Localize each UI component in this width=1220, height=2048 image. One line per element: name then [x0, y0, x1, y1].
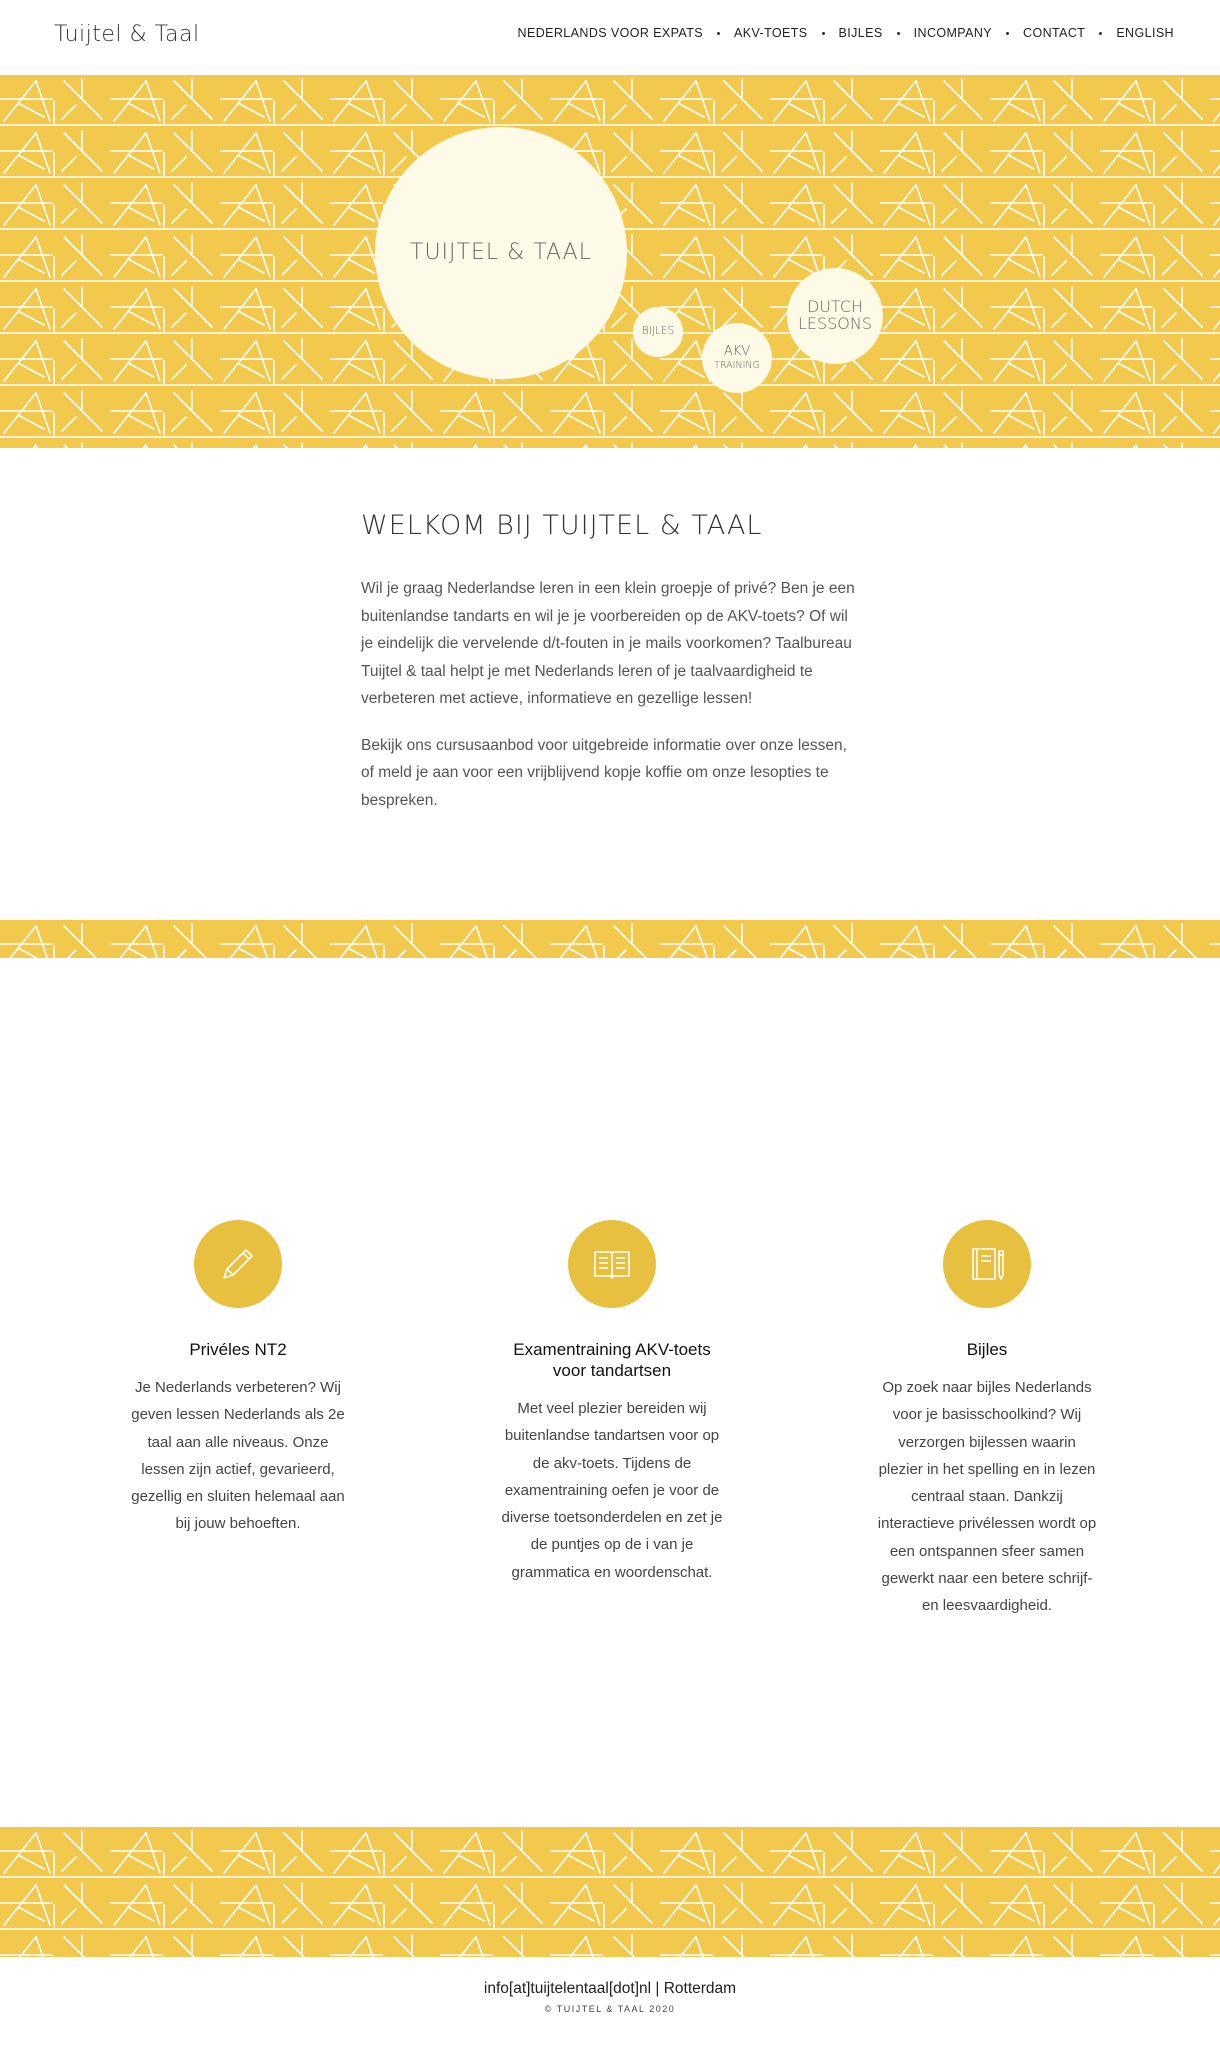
- nav-item-nederlands-voor-expats[interactable]: NEDERLANDS VOOR EXPATS: [517, 26, 704, 40]
- feature-examentraining: [497, 1220, 727, 1586]
- nav-separator-dot: [1099, 32, 1102, 35]
- nav-separator-dot: [717, 32, 720, 35]
- feature-bijles: [872, 1220, 1102, 1620]
- pattern-divider-strip: [0, 920, 1220, 958]
- nav-item-bijles[interactable]: BIJLES: [838, 26, 883, 40]
- strip-pattern: [0, 920, 1220, 958]
- feature-title: Examentraining AKV-toets voor tandartsen: [513, 1340, 711, 1380]
- feature-title: Privéles NT2: [189, 1340, 287, 1359]
- hero-bubble-dutch-sub: LESSONS: [797, 314, 873, 333]
- nav-item-akv-toets[interactable]: AKV-TOETS: [734, 26, 808, 40]
- main-nav: [518, 26, 1174, 40]
- nav-separator-dot: [822, 32, 825, 35]
- hero-bubble-akv-label: AKV: [723, 344, 751, 360]
- feature-title: Bijles: [966, 1340, 1008, 1359]
- welcome-paragraph-2: Bekijk ons cursusaanbod voor uitgebreide informatie over onze lessen, of meld je aan voor een vrijblijvend kopje koffie om onze lesopties te bespreken.: [361, 736, 847, 809]
- hero-main-circle: TUIJTEL & TAAL: [375, 127, 627, 379]
- hero-bubble-akv[interactable]: [702, 323, 772, 393]
- notebook-pencil-icon: [943, 1220, 1031, 1308]
- site-footer: [0, 1980, 1220, 2014]
- footer-pattern-band: [0, 1827, 1220, 1957]
- welcome-title: WELKOM BIJ TUIJTEL & TAAL: [361, 510, 763, 541]
- footer-copyright: © TUIJTEL & TAAL 2020: [544, 2004, 676, 2014]
- hero-bubble-bijles[interactable]: BIJLES: [633, 307, 683, 357]
- pencil-icon: [194, 1220, 282, 1308]
- hero-bubble-akv-sub: TRAINING: [714, 359, 760, 371]
- nav-item-contact[interactable]: CONTACT: [1023, 26, 1086, 40]
- footer-pattern: [0, 1827, 1220, 1957]
- nav-item-english[interactable]: ENGLISH: [1116, 26, 1174, 40]
- footer-contact[interactable]: info[at]tuijtelentaal[dot]nl | Rotterdam: [483, 1980, 737, 1997]
- welcome-paragraph-1: Wil je graag Nederlandse leren in een klein groepje of privé? Ben je een buitenlandse tandarts en wil je je voorbereiden op de AKV-toets? Of wil je eindelijk die vervelende d/t-fouten in je mails voorkomen? Taalbureau Tuijtel & taal helpt je met Nederlands leren of je taalvaardigheid te verbeteren met actieve, informatieve en gezellige lessen!: [361, 580, 855, 707]
- nav-separator-dot: [1006, 32, 1009, 35]
- site-header: [0, 0, 1220, 75]
- nav-separator-dot: [897, 32, 900, 35]
- feature-text: Op zoek naar bijles Nederlands voor je basisschoolkind? Wij verzorgen bijlessen waarin plezier in het spelling en in lezen centraal staan. Dankzij interactieve privélessen wordt op een ontspannen sfeer samen gewerkt naar een betere schrijf- en leesvaardigheid.: [877, 1379, 1097, 1615]
- welcome-section: [361, 510, 861, 833]
- nav-item-incompany[interactable]: INCOMPANY: [913, 26, 993, 40]
- hero-bubble-dutch-lessons[interactable]: [787, 268, 883, 364]
- open-book-icon: [568, 1220, 656, 1308]
- site-logo[interactable]: Tuijtel & Taal: [54, 22, 200, 47]
- feature-text: Met veel plezier bereiden wij buitenlandse tandartsen voor op de akv-toets. Tijdens de examentraining oefen je voor de diverse toetsonderdelen en zet je de puntjes op de i van je grammatica en woordenschat.: [501, 1400, 723, 1581]
- feature-priveles: [123, 1220, 353, 1538]
- feature-text: Je Nederlands verbeteren? Wij geven lessen Nederlands als 2e taal aan alle niveaus. Onze lessen zijn actief, gevarieerd, gezellig en sluiten helemaal aan bij jouw behoeften.: [131, 1379, 345, 1533]
- hero-bubble-dutch-label: DUTCH: [806, 297, 864, 317]
